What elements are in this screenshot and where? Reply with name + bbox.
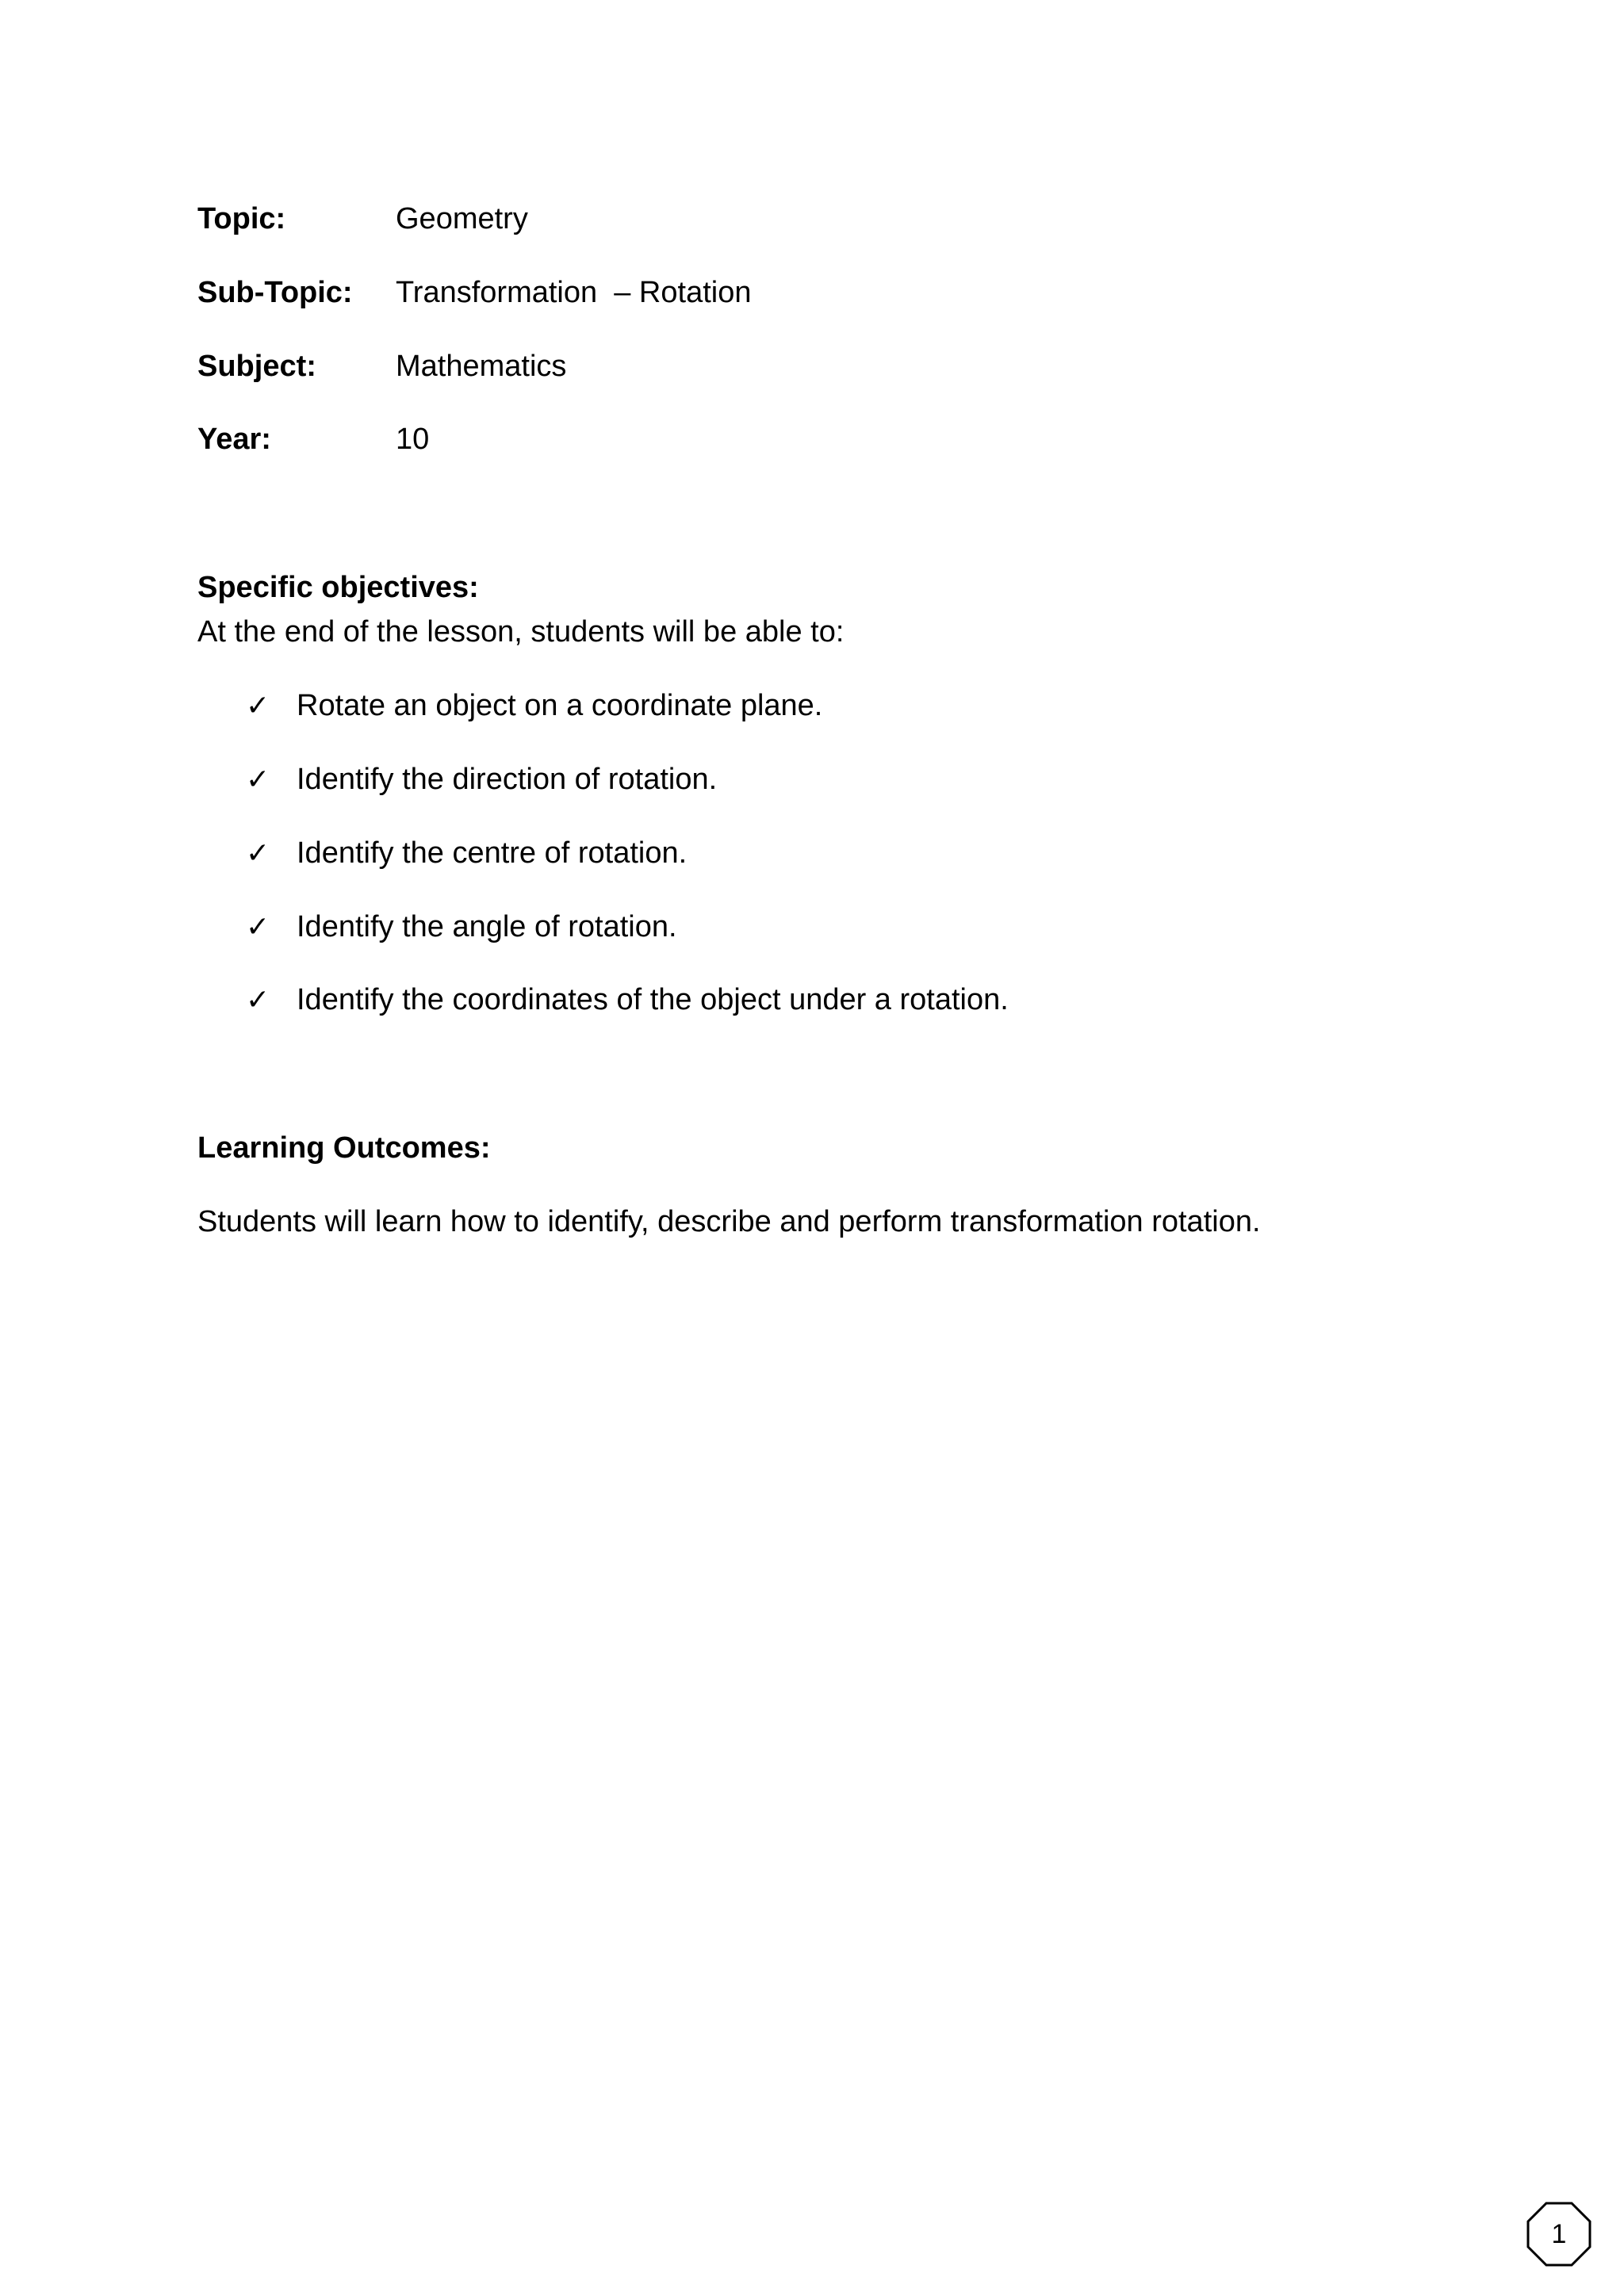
objective-text: Rotate an object on a coordinate plane.	[297, 689, 823, 722]
topic-row	[197, 201, 528, 237]
objective-item	[246, 982, 1009, 1019]
checkmark-icon: ✓	[246, 690, 270, 722]
checkmark-icon: ✓	[246, 763, 270, 796]
page-number: 1	[1551, 2219, 1567, 2249]
year-label: Year:	[197, 423, 271, 456]
objectives-intro: At the end of the lesson, students will be able to:	[197, 615, 845, 649]
objective-text: Identify the angle of rotation.	[297, 910, 677, 943]
outcomes-heading: Learning Outcomes:	[197, 1131, 491, 1165]
subject-row	[197, 348, 566, 385]
page-number-badge	[1526, 2201, 1592, 2267]
outcomes-text: Students will learn how to identify, describe and perform transformation rotation.	[197, 1205, 1261, 1238]
subject-label: Subject:	[197, 350, 316, 383]
year-value: 10	[396, 423, 430, 456]
objective-text: Identify the coordinates of the object under a rotation.	[297, 983, 1009, 1016]
checkmark-icon: ✓	[246, 837, 270, 870]
objective-item	[246, 835, 687, 872]
objective-item	[246, 761, 717, 798]
subtopic-value: Transformation – Rotation	[396, 276, 752, 309]
checkmark-icon: ✓	[246, 984, 270, 1016]
subtopic-label: Sub-Topic:	[197, 276, 353, 309]
objective-item	[246, 909, 677, 946]
objective-item	[246, 687, 822, 725]
subject-value: Mathematics	[396, 350, 567, 383]
topic-label: Topic:	[197, 202, 286, 235]
objective-text: Identify the centre of rotation.	[297, 836, 688, 870]
year-row	[197, 421, 429, 457]
objective-text: Identify the direction of rotation.	[297, 763, 718, 796]
subtopic-row	[197, 274, 751, 311]
objectives-heading: Specific objectives:	[197, 571, 479, 604]
topic-value: Geometry	[396, 202, 528, 235]
checkmark-icon: ✓	[246, 911, 270, 943]
